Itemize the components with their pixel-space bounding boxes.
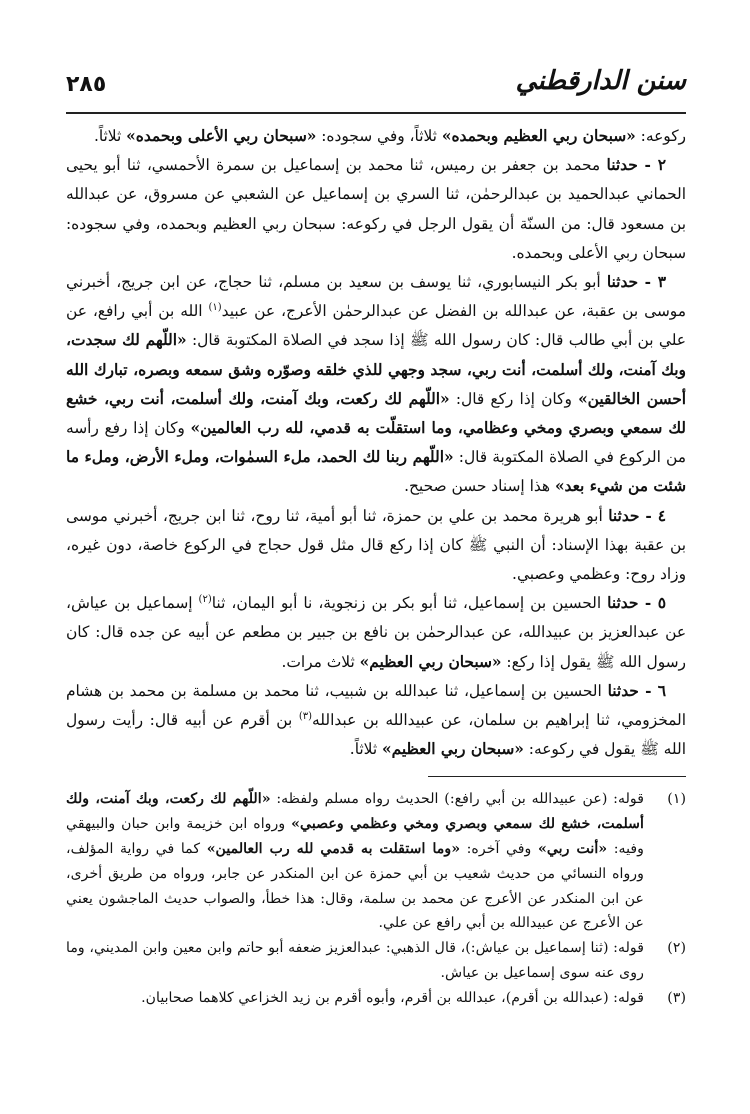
hadith-text: وكان إذا ركع قال: [449, 389, 579, 408]
running-title: سنن الدارقطني [515, 66, 686, 96]
text-run: ثلاثاً، وفي سجوده: [316, 127, 442, 145]
footnote-text: قوله: (ثنا إسماعيل بن عياش:)، قال الذهبي: عبدالعزيز ضعفه أبو حاتم وابن معين وابن المديني، وما روى عنه سوى إسماعيل بن عياش. [66, 940, 644, 982]
main-text [66, 122, 686, 764]
hadith-lead: حدثنا [608, 506, 640, 525]
footnote-number: (٢) [667, 940, 686, 957]
text-run: ركوعه: [635, 127, 686, 145]
dua-quote: «سبحان ربي العظيم وبحمده» [441, 127, 636, 145]
dua-quote: «أنت ربي» [537, 841, 608, 858]
hadith-lead: حدثنا [607, 594, 639, 613]
hadith-number: ٥ - [638, 594, 666, 613]
page-number: ٢٨٥ [66, 72, 107, 97]
footnote-number: (١) [667, 791, 686, 808]
hadith-number: ٣ - [638, 273, 666, 292]
hadith-text: إسماعيل بن عياش، عن عبدالعزيز بن عبيدالله، عن عبدالرحمٰن بن نافع بن جبير بن مطعم عن أبيه عن جده قال: كان رسول الله ﷺ يقول إذا ركع: [66, 594, 686, 671]
footnotes [66, 787, 686, 1010]
footnote-text [66, 787, 644, 936]
hadith-number: ٦ - [638, 681, 667, 700]
hadith-text: محمد بن جعفر بن رميس، ثنا محمد بن إسماعيل بن سمرة الأحمسي، ثنا أبو يحيى الحماني عبدالحميد بن عبدالرحمٰن، ثنا السري بن إسماعيل عن الشعبي عن مسروق، عن عبدالله بن مسعود قال: من السنّة أن يقول الرجل في ركوعه: سبحان ربي العظيم وبحمده، وفي سجوده: سبحان ربي الأعلى وبحمده. [66, 156, 686, 262]
text-run: ورواه ابن خزيمة وابن حبان والبيهقي وفيه: [66, 816, 644, 858]
page-header [66, 66, 686, 114]
hadith-text: الله بن أبي رافع، عن علي بن أبي طالب قال: كان رسول الله ﷺ إذا سجد في الصلاة المكتوبة قال: [66, 302, 686, 350]
dua-quote: «وما استقلت به قدمي لله رب العالمين» [206, 841, 461, 858]
footnote-divider [428, 776, 686, 777]
text-run: وفي آخره: [460, 841, 538, 858]
hadith-text: الحسين بن إسماعيل، ثنا عبدالله بن شبيب، ثنا محمد بن مسلمة بن محمد بن هشام المخزومي، ثنا إبراهيم بن سلمان، عن عبيدالله بن عبدالله [66, 681, 686, 730]
hadith-text: وكان إذا رفع رأسه من الركوع في الصلاة المكتوبة قال: [66, 419, 686, 467]
hadith-text: ثلاث مرات. [281, 652, 360, 671]
dua-quote: «اللّهم ربنا لك الحمد، ملء السمٰوات، وملء الأرض، وملء ما شئت من شيء بعد» [66, 448, 686, 496]
dua-quote: «اللّهم لك سجدت، وبك آمنت، ولك أسلمت، أنت ربي، سجد وجهي للذي خلقه وصوّره وشق سمعه وبصره، تبارك الله أحسن الخالقين» [66, 331, 686, 408]
text-run: كما في رواية المؤلف، ورواه النسائي من حديث شعيب بن أبي حمزة عن ابن المنكدر عن جابر، ورواه من طريق أخرى، عن ابن المنكدر عن الأعرج عن محمد بن سلمة، وقال: هذا خطأ، والصواب حديث الماجشون يعني عن الأعرج عن عبيدالله بن أبي رافع عن علي. [66, 841, 644, 932]
hadith-number: ٢ - [637, 156, 666, 175]
hadith-3 [66, 268, 686, 502]
hadith-lead: حدثنا [606, 156, 638, 175]
footnote-ref-3[interactable]: (٣) [298, 710, 313, 722]
dua-quote: «اللّهم لك ركعت، وبك آمنت، ولك أسلمت، خشع لك سمعي وبصري ومخي وعظمي وعصبي» [66, 791, 644, 833]
hadith-text: أبو بكر النيسابوري، ثنا يوسف بن سعيد بن مسلم، ثنا حجاج، عن ابن جريج، أخبرني موسى بن عقبة، عن عبدالله بن الفضل عن عبدالرحمٰن الأعرج، عن عبيد [66, 273, 686, 321]
footnote-2 [66, 936, 686, 986]
footnote-3 [66, 986, 686, 1011]
text-run: ثلاثاً. [93, 127, 127, 145]
dua-quote: «سبحان ربي الأعلى وبحمده» [126, 127, 317, 145]
hadith-text: بن أقرم عن أبيه قال: رأيت رسول الله ﷺ يقول في ركوعه: [66, 711, 686, 759]
dua-quote: «اللّهم لك ركعت، وبك آمنت، ولك أسلمت، أنت ربي، خشع لك سمعي وبصري ومخي وعظامي، وما استقلّت به قدمي، لله رب العالمين» [66, 389, 686, 438]
hadith-number: ٤ - [639, 506, 666, 525]
footnote-number: (٣) [667, 989, 686, 1006]
hadith-6 [66, 677, 686, 765]
hadith-text: ثلاثاً. [349, 740, 383, 759]
hadith-text: أبو هريرة محمد بن علي بن حمزة، ثنا أبو أمية، ثنا روح، ثنا ابن جريج، أخبرني موسى بن عقبة بهذا الإسناد: أن النبي ﷺ كان إذا ركع قال مثل قول حجاج في الركوع خاصة، دون غيره، وزاد روح: وعظمي وعصبي. [66, 506, 686, 584]
hadith-text: الحسين بن إسماعيل، ثنا أبو بكر بن زنجوية، نا أبو اليمان، ثنا [211, 594, 608, 613]
hadith-text: هذا إسناد حسن صحيح. [404, 477, 555, 496]
footnote-ref-1[interactable]: (١) [208, 302, 222, 314]
book-page [66, 66, 686, 1011]
footnote-ref-2[interactable]: (٢) [198, 594, 212, 606]
hadith-lead: حدثنا [607, 681, 639, 700]
dua-quote: «سبحان ربي العظيم» [359, 652, 502, 671]
hadith-2 [66, 151, 686, 268]
hadith-lead: حدثنا [606, 273, 639, 292]
intro-paragraph [66, 122, 686, 151]
hadith-4 [66, 502, 686, 590]
dua-quote: «سبحان ربي العظيم» [382, 740, 524, 759]
footnote-1 [66, 787, 686, 936]
footnote-text: قوله: (عبدالله بن أقرم)، عبدالله بن أقرم، وأبوه أقرم بن زيد الخزاعي كلاهما صحابيان. [141, 989, 644, 1006]
hadith-5 [66, 589, 686, 677]
text-run: قوله: (عن عبيدالله بن أبي رافع:) الحديث رواه مسلم ولفظه: [270, 791, 645, 808]
